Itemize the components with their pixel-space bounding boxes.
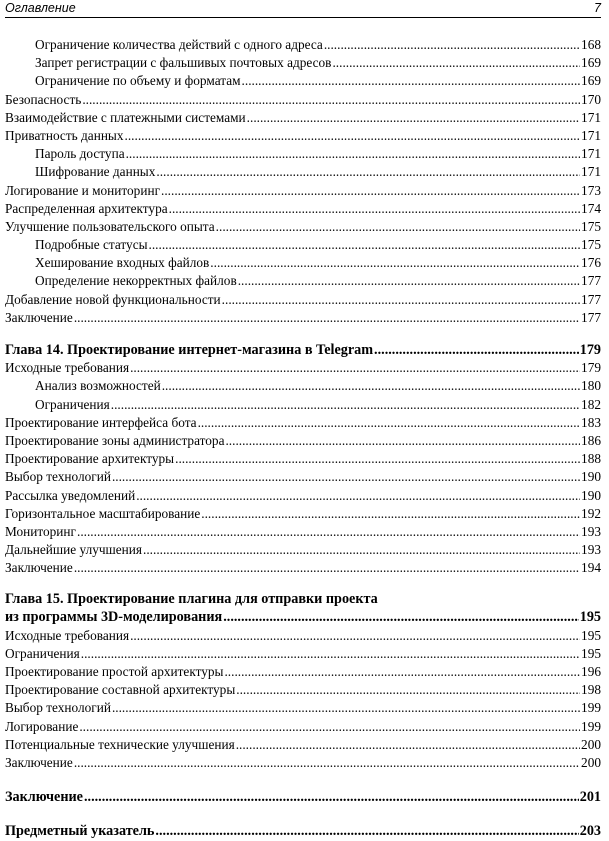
toc-entry-page: 171 [581,146,601,162]
toc-entry-page: 193 [581,542,601,558]
index-heading[interactable] [5,822,601,840]
toc-entry-label: Рассылка уведомлений [5,487,136,503]
toc-entry[interactable] [5,236,601,254]
toc-entry-page: 170 [581,91,601,107]
toc-entry-page: 175 [581,237,601,253]
toc-entry-label: Безопасность [5,91,82,107]
toc-entry-page: 188 [581,451,601,467]
toc-entry-label: Выбор технологий [5,469,111,485]
toc-entry-page: 177 [581,309,601,325]
toc-entry[interactable] [5,645,601,663]
toc-entry-label: Ограничение количества действий с одного адреса [35,37,323,52]
toc-entry-page: 169 [581,73,601,89]
toc-group-1 [5,36,601,327]
toc-entry[interactable] [5,91,601,109]
toc-entry-page: 174 [581,200,601,216]
toc-group-chapter-15 [5,627,601,773]
toc-entry[interactable] [5,309,601,327]
toc-entry[interactable] [5,72,601,90]
toc-entry[interactable] [5,272,601,290]
toc-entry[interactable] [5,468,601,486]
toc-entry-label: Выбор технологий [5,700,111,716]
toc-entry[interactable] [5,396,601,414]
toc-entry-label: Логирование [5,718,79,734]
toc-entry[interactable] [5,541,601,559]
index-title: Предметный указатель [5,823,155,840]
toc-entry-page: 173 [581,182,601,198]
toc-entry[interactable] [5,254,601,272]
toc-entry-page: 190 [581,469,601,485]
toc-entry-label: Заключение [5,560,73,576]
toc-entry-page: 200 [581,754,601,770]
toc-entry-page: 200 [581,736,601,752]
toc-entry-label: Проектирование архитектуры [5,451,175,467]
toc-entry[interactable] [5,36,601,54]
toc-entry[interactable] [5,414,601,432]
toc-entry-label: Проектирование простой архитектуры [5,664,224,679]
toc-entry-label: Проектирование интерфейса бота [5,414,197,430]
toc-entry-label: Приватность данных [5,127,124,143]
header-page-number: 7 [594,1,601,15]
toc-entry[interactable] [5,450,601,468]
toc-entry-page: 195 [581,627,601,643]
toc-entry-page: 168 [581,37,601,52]
toc-entry[interactable] [5,736,601,754]
toc-entry-label: Анализ возможностей [35,378,161,394]
toc-entry-page: 193 [581,523,601,539]
toc-entry-page: 186 [581,432,601,448]
toc-entry[interactable] [5,182,601,200]
toc-entry[interactable] [5,54,601,72]
chapter-14-heading[interactable] [5,341,601,359]
running-header [5,0,601,18]
conclusion-title: Заключение [5,789,83,806]
toc-entry-label: Ограничения [5,645,80,661]
toc-entry-page: 190 [581,487,601,503]
toc-entry[interactable] [5,163,601,181]
toc-entry-page: 195 [581,645,601,661]
toc-entry[interactable] [5,523,601,541]
toc-entry-label: Определение некорректных файлов [35,273,237,289]
toc-entry[interactable] [5,663,601,681]
toc-entry[interactable] [5,718,601,736]
toc-entry-label: Логирование и мониторинг [5,182,161,198]
toc-entry-label: Исходные требования [5,360,130,376]
index-page: 203 [579,823,601,840]
toc-entry[interactable] [5,377,601,395]
toc-entry-label: Дальнейшие улучшения [5,542,143,558]
toc-entry[interactable] [5,754,601,772]
conclusion-page: 201 [579,789,601,806]
toc-entry-label: Распределенная архитектура [5,200,168,216]
toc-entry[interactable] [5,432,601,450]
toc-entry-label: Добавление новой функциональности [5,291,221,307]
toc-entry-label: Потенциальные технические улучшения [5,736,235,752]
chapter-page: 195 [579,609,601,626]
toc-entry[interactable] [5,681,601,699]
toc-entry-page: 177 [581,273,601,289]
toc-entry[interactable] [5,200,601,218]
toc-entry-page: 179 [581,360,601,376]
toc-entry[interactable] [5,109,601,127]
conclusion-heading[interactable] [5,788,601,806]
toc-entry-label: Подробные статусы [35,237,148,253]
toc-entry-label: Исходные требования [5,627,130,643]
toc-entry-page: 171 [581,164,601,180]
toc-entry-label: Мониторинг [5,523,76,539]
toc-entry-page: 182 [581,396,601,412]
toc-entry[interactable] [5,487,601,505]
toc-entry[interactable] [5,627,601,645]
toc-group-chapter-14 [5,359,601,577]
toc-entry[interactable] [5,127,601,145]
toc-entry-label: Проектирование зоны администратора [5,432,225,448]
toc-entry-page: 199 [581,718,601,734]
toc-entry-page: 180 [581,378,601,394]
toc-entry-page: 198 [581,682,601,698]
toc-entry-label: Шифрование данных [35,164,156,180]
header-title: Оглавление [5,1,76,15]
toc-entry-page: 171 [581,127,601,143]
toc-entry[interactable] [5,699,601,717]
toc-entry-label: Ограничения [35,396,110,412]
toc-entry[interactable] [5,359,601,377]
toc-entry-label: Проектирование составной архитектуры [5,682,236,698]
toc-entry-label: Улучшение пользовательского опыта [5,218,215,234]
chapter-15-heading-line1[interactable]: Глава 15. Проектирование плагина для отправки проекта [5,591,378,608]
toc-entry-page: 183 [581,414,601,430]
toc-entry-label: Взаимодействие с платежными системами [5,109,246,125]
chapter-15-heading[interactable] [5,608,601,626]
toc-entry-page: 199 [581,700,601,716]
chapter-title: Глава 14. Проектирование интернет-магазина в Telegram [5,342,374,358]
toc-entry-page: 176 [581,255,601,271]
table-of-contents [5,36,601,841]
toc-entry-page: 169 [581,55,601,71]
toc-entry-page: 196 [581,664,601,679]
toc-entry-label: Заключение [5,754,73,770]
toc-entry[interactable] [5,145,601,163]
toc-entry-page: 194 [581,560,601,576]
toc-entry-label: Заключение [5,309,73,325]
chapter-page: 179 [579,342,601,358]
toc-entry-label: Ограничение по объему и форматам [35,73,241,89]
toc-entry-label: Запрет регистрации с фальшивых почтовых адресов [35,55,332,71]
toc-entry-label: Горизонтальное масштабирование [5,505,201,521]
toc-entry-page: 171 [581,109,601,125]
toc-entry-label: Пароль доступа [35,146,125,162]
toc-entry[interactable] [5,505,601,523]
toc-entry[interactable] [5,291,601,309]
toc-entry[interactable] [5,559,601,577]
toc-entry[interactable] [5,218,601,236]
chapter-title-line2: из программы 3D-моделирования [5,609,223,626]
toc-entry-label: Хеширование входных файлов [35,255,210,271]
toc-entry-page: 192 [581,505,601,521]
toc-entry-page: 175 [581,218,601,234]
toc-entry-page: 177 [581,291,601,307]
